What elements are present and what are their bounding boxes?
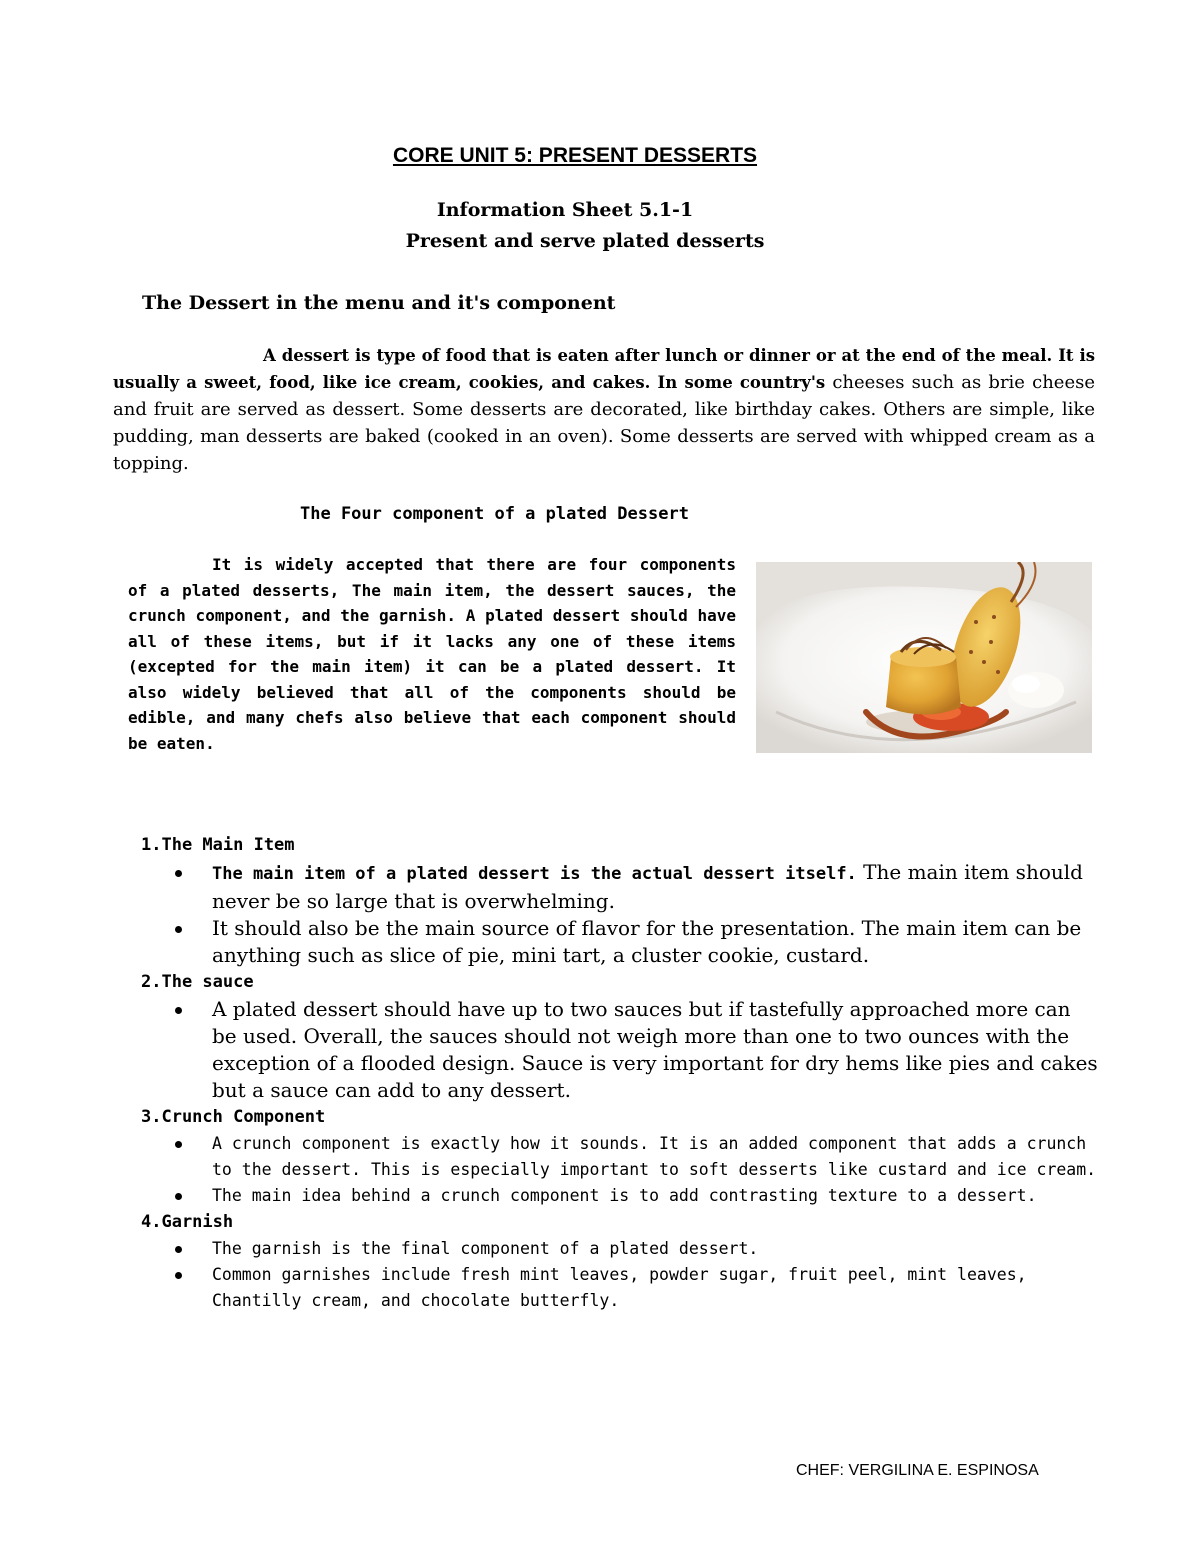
intro-paragraph [113, 342, 1095, 477]
list-item [141, 915, 1101, 969]
garnish-bullets [141, 1236, 1101, 1314]
sauce-bullets [141, 996, 1101, 1104]
sauce-text: A plated dessert should have up to two sauces but if tastefully approached more can be used. Overall, the sauces should not weigh more than one to two ounces with the exception of a flooded design. Sauce is very important for dry hems like pies and cakes but a sauce can add to any dessert. [212, 997, 1098, 1102]
intro-bold-text: A dessert is type of food that is eaten after lunch or dinner or at the end of the meal. It is usually a sweet, food, like ice cream, cookies, and cakes. In some country's [113, 346, 1095, 392]
sheet-subtitle: Present and serve plated desserts [405, 230, 765, 252]
main-item-bold-text: The main item of a plated dessert is the actual dessert itself. [212, 864, 857, 884]
main-item-heading: 1.The Main Item [141, 835, 295, 855]
list-item [141, 859, 1101, 915]
crunch-heading: 3.Crunch Component [141, 1107, 326, 1127]
main-item-text: It should also be the main source of flavor for the presentation. The main item can be anything such as slice of pie, mini tart, a cluster cookie, custard. [212, 916, 1082, 967]
plated-dessert-image [756, 562, 1092, 753]
author-footer: CHEF: VERGILINA E. ESPINOSA [796, 1462, 1039, 1479]
garnish-heading: 4.Garnish [141, 1212, 234, 1232]
garnish-text: The garnish is the final component of a plated dessert. [212, 1239, 759, 1258]
intro-regular-text: cheeses such as brie cheese and fruit are served as dessert. Some desserts are decorated, like birthday cakes. Others are simple, like pudding, man desserts are baked (cooked in an oven). Some desserts are served with whipped cream as a topping. [113, 372, 1095, 474]
crunch-bullets [141, 1131, 1101, 1209]
bullet-icon [175, 870, 182, 877]
garnish-text: Common garnishes include fresh mint leaves, powder sugar, fruit peel, mint leaves, Chantilly cream, and chocolate butterfly. [212, 1265, 1027, 1310]
list-item [141, 996, 1101, 1104]
list-item [141, 1236, 1101, 1262]
bullet-icon [175, 1272, 182, 1279]
section-heading: The Dessert in the menu and it's component [142, 292, 616, 314]
bullet-icon [175, 1141, 182, 1148]
bullet-icon [175, 1246, 182, 1253]
bullet-icon [175, 1007, 182, 1014]
four-components-heading: The Four component of a plated Dessert [300, 504, 689, 524]
bullet-icon [175, 1193, 182, 1200]
list-item [141, 1262, 1101, 1314]
list-item [141, 1183, 1101, 1209]
plated-dessert-illustration [756, 562, 1092, 753]
bullet-icon [175, 926, 182, 933]
list-item [141, 1131, 1101, 1183]
page-title: CORE UNIT 5: PRESENT DESSERTS [392, 144, 758, 167]
sheet-title: Information Sheet 5.1-1 [436, 199, 694, 221]
four-components-paragraph [128, 552, 736, 756]
crunch-text: The main idea behind a crunch component is to add contrasting texture to a dessert. [212, 1186, 1037, 1205]
crunch-text: A crunch component is exactly how it sounds. It is an added component that adds a crunch to the dessert. This is especially important to soft desserts like custard and ice cream. [212, 1134, 1097, 1179]
main-item-bullets [141, 859, 1101, 969]
components-list [141, 832, 1101, 1314]
sauce-heading: 2.The sauce [141, 972, 254, 992]
four-components-text: It is widely accepted that there are four components of a plated desserts, The main item, the dessert sauces, the crunch component, and the garnish. A plated dessert should have all of these items, but if it lacks any one of these items (excepted for the main item) it can be a plated dessert. It also widely believed that all of the components should be edible, and many chefs also believe that each component should be eaten. [128, 555, 736, 753]
main-item-text: The main item should never be so large that is overwhelming. [212, 860, 1083, 913]
